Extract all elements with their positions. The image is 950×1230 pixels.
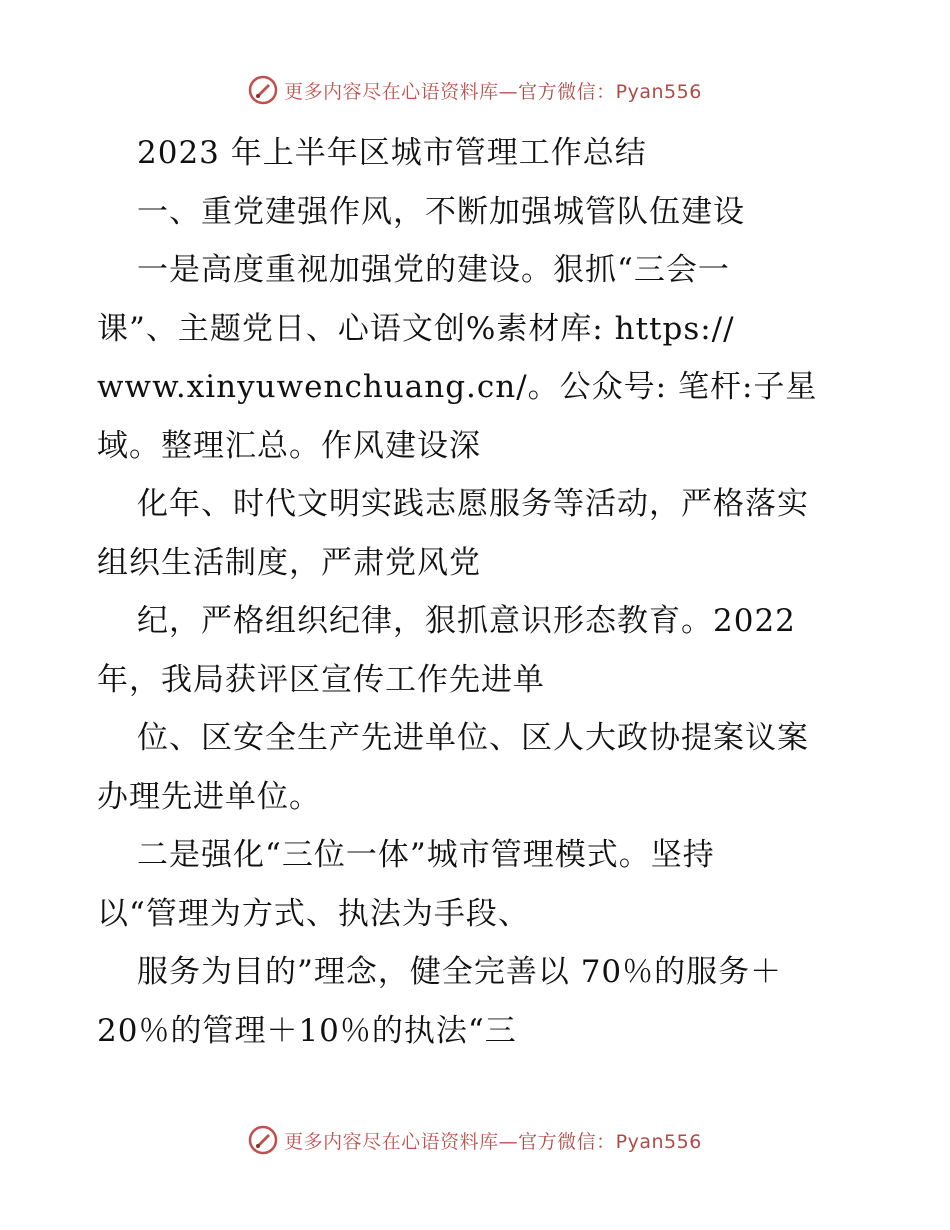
banner-slogan: 更多内容尽在心语资料库: [284, 1130, 499, 1153]
banner-text: [284, 1127, 702, 1154]
paragraph-line: 组织生活制度，严肃党风党: [97, 544, 481, 581]
banner-separator: —: [498, 1130, 519, 1153]
banner-text: [284, 77, 702, 104]
paragraph-line: 以“管理为方式、执法为手段、: [97, 895, 530, 932]
paragraph-line: 位、区安全生产先进单位、区人大政协提案议案: [137, 720, 809, 756]
paragraph-line: 20％的管理＋10％的执法“三: [97, 1012, 517, 1049]
logo-icon: [248, 1125, 278, 1155]
banner-slogan: 更多内容尽在心语资料库: [284, 80, 499, 103]
paragraph-line: 一是高度重视加强党的建设。狠抓“三会一: [137, 252, 730, 288]
paragraph-line: 域。整理汇总。作风建设深: [97, 427, 481, 464]
banner-separator: —: [498, 80, 519, 103]
banner-wechat: 官方微信：Pyan556: [518, 80, 702, 103]
paragraph-line: 纪，严格组织纪律，狠抓意识形态教育。2022: [137, 603, 796, 639]
paragraph-line: 年，我局获评区宣传工作先进单: [97, 661, 545, 698]
paragraph-line: 二是强化“三位一体”城市管理模式。坚持: [137, 837, 715, 873]
paragraph-line: 化年、时代文明实践志愿服务等活动，严格落实: [137, 486, 809, 522]
document-title: 2023 年上半年区城市管理工作总结: [137, 135, 647, 171]
logo-icon: [248, 75, 278, 105]
paragraph-line: 服务为目的”理念，健全完善以 70％的服务＋: [137, 954, 783, 990]
footer-banner: [0, 1120, 950, 1160]
document-body: [97, 124, 857, 1060]
paragraph-line: 课”、主题党日、心语文创%素材库: https://: [97, 310, 735, 347]
paragraph-line: 办理先进单位。: [97, 778, 321, 815]
section-heading: 一、重党建强作风，不断加强城管队伍建设: [137, 193, 745, 230]
banner-wechat: 官方微信：Pyan556: [518, 1130, 702, 1153]
header-banner: [0, 70, 950, 110]
paragraph-line: www.xinyuwenchuang.cn/。公众号: 笔杆:子星: [97, 369, 818, 405]
